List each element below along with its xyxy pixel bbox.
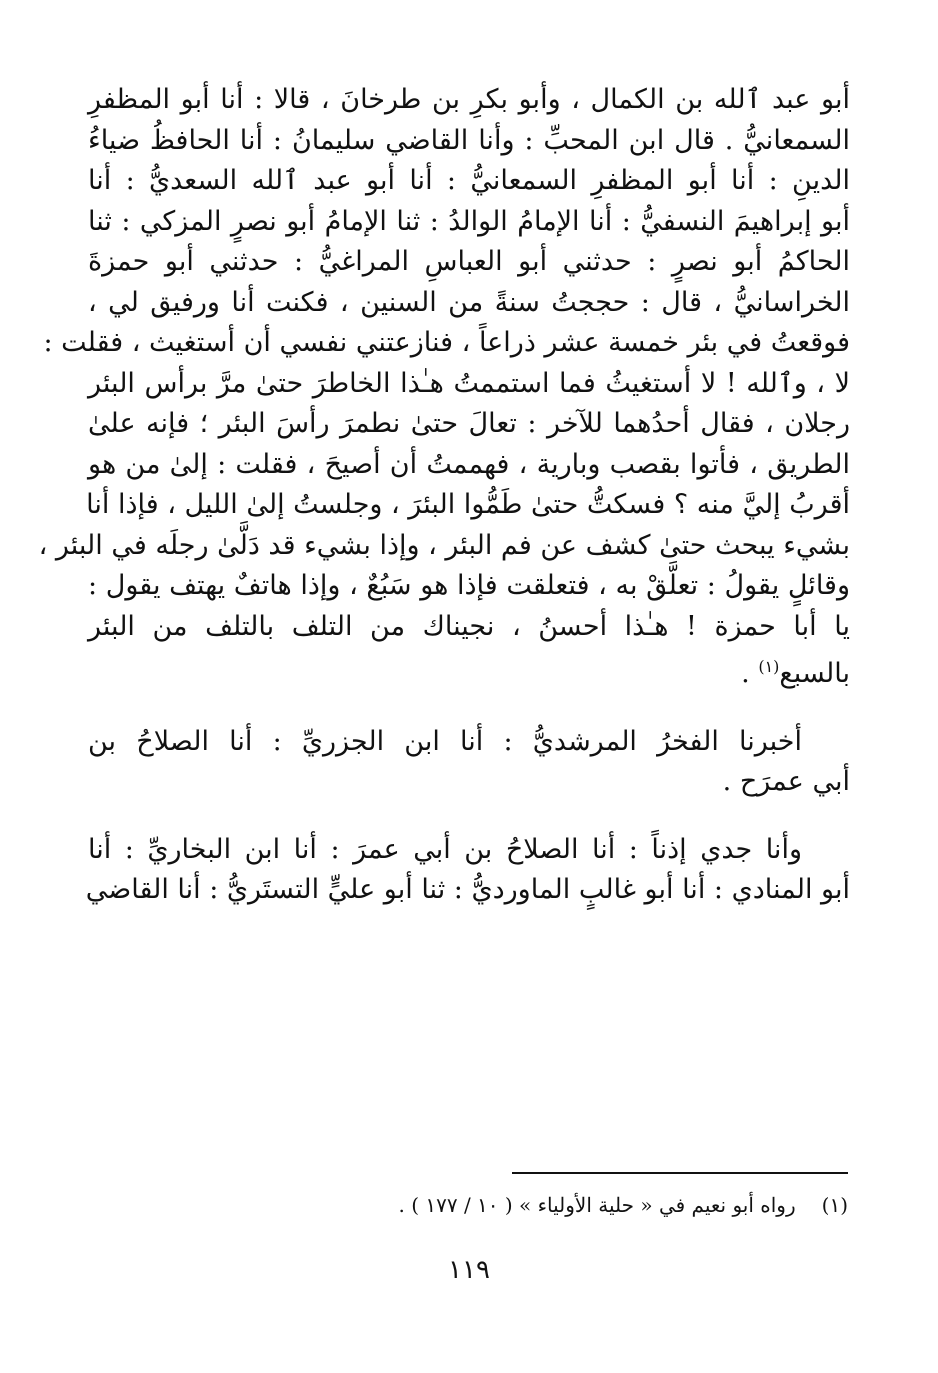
text-line: لا ، وٱلله ! لا أستغيثُ فما استممتُ هـٰذا الخاطرَ حتىٰ مرَّ برأس البئر [88, 367, 850, 399]
paragraph-3 [85, 830, 850, 911]
footnote [300, 1190, 848, 1220]
footnote-number: (١) [821, 1193, 848, 1217]
paragraph-2 [88, 722, 850, 803]
text-line: الطريق ، فأتوا بقصب وبارية ، فهممتُ أن أصيحَ ، فقلت : إلىٰ من هو [88, 448, 850, 480]
text-line: وأنا جدي إذناً : أنا الصلاحُ بن أبي عمرَ : أنا ابن البخاريِّ : أنا [88, 833, 802, 865]
text-line: يا أبا حمزة ! هـٰذا أحسنُ ، نجيناك من التلف بالتلف من البئر [88, 610, 850, 642]
text-line: بشيء يبحث حتىٰ كشف عن فم البئر ، وإذا بشيء قد دَلَّىٰ رجلَه في البئر ، [38, 529, 850, 561]
text-line: أبو عبد ٱلله بن الكمال ، وأبو بكرِ بن طرخانَ ، قالا : أنا أبو المظفرِ [88, 84, 850, 115]
text-line: أبو إبراهيمَ النسفيُّ : أنا الإمامُ الوالدُ : ثنا الإمامُ أبو نصرٍ المزكي : ثنا [88, 205, 850, 237]
footnote-divider [512, 1172, 848, 1174]
text-line: رجلان ، فقال أحدُهما للآخر : تعالَ حتىٰ نطمرَ رأسَ البئر ؛ فإنه علىٰ [88, 408, 850, 439]
text-line-last: أبي عمرَح . [722, 766, 850, 797]
text-line: أخبرنا الفخرُ المرشديُّ : أنا ابن الجزريِّ : أنا الصلاحُ بن [88, 725, 802, 757]
text-line: فوقعتُ في بئر خمسة عشر ذراعاً ، فنازعتني نفسي أن أستغيث ، فقلت : [43, 327, 850, 358]
last-line-end: . [741, 658, 759, 689]
text-line: السمعانيُّ . قال ابن المحبِّ : وأنا القاضي سليمانُ : أنا الحافظُ ضياءُ [88, 124, 850, 156]
text-line: الدينِ : أنا أبو المظفرِ السمعانيُّ : أنا أبو عبد ٱلله السعديُّ : أنا [88, 165, 850, 196]
page-number: ١١٩ [448, 1255, 490, 1285]
last-line-text: بالسبع [779, 658, 850, 689]
paragraph-gap [88, 803, 850, 830]
footnote-text: رواه أبو نعيم في « حلية الأولياء » ( ١٠ / ١٧٧ ) . [398, 1193, 796, 1217]
text-line: الحاكمُ أبو نصرٍ : حدثني أبو العباسِ المراغيُّ : حدثني أبو حمزةَ [88, 246, 850, 277]
text-line: أقربُ إليَّ منه ؟ فسكتُّ حتىٰ طَمُّوا البئرَ ، وجلستُ إلىٰ الليل ، فإذا أنا [86, 489, 850, 520]
page-body [38, 80, 850, 911]
text-line: الخراسانيُّ ، قال : حججتُ سنةً من السنين ، فكنت أنا ورفيق لي ، [88, 286, 850, 318]
text-line-last [88, 647, 850, 695]
footnote-reference: (١) [758, 657, 780, 676]
text-line: وقائلٍ يقولُ : تعلَّقْ به ، فتعلقت فإذا هو سَبُعٌ ، وإذا هاتفٌ يهتف يقول : [88, 570, 850, 601]
text-line: أبو المنادي : أنا أبو غالبٍ الماورديُّ : ثنا أبو عليٍّ التستَريُّ : أنا القاضي [85, 874, 850, 905]
paragraph-gap [88, 695, 850, 722]
paragraph-1 [38, 80, 850, 695]
